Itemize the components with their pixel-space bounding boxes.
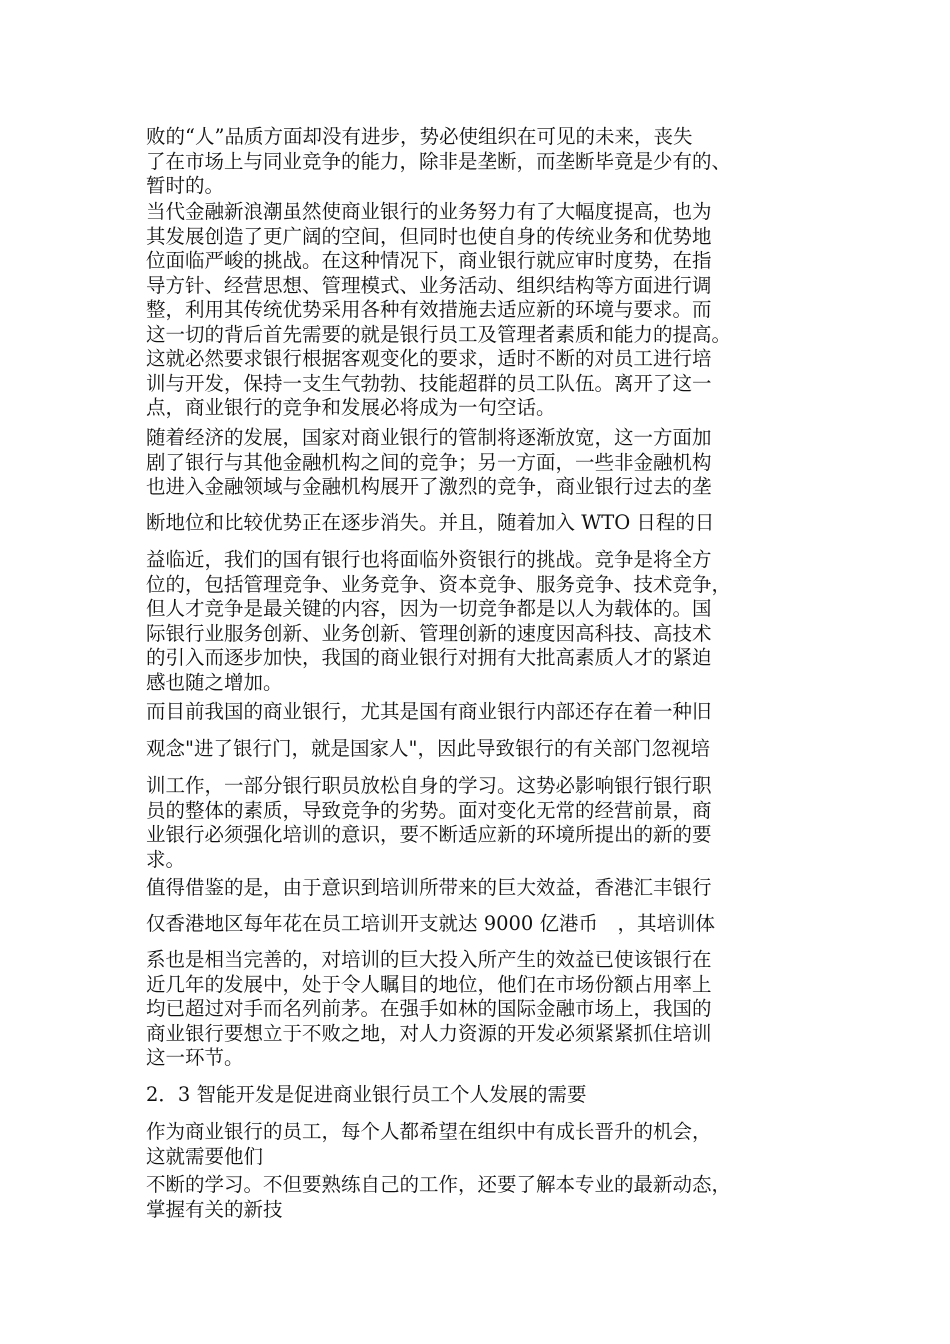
paragraph-4-continued: 训工作，一部分银行职员放松自身的学习。这势必影响银行银行职 员的整体的素质，导致竞争的劣势。面对变化无常的经营前景，商 业银行必须强化培训的意识，要不断适应新的环境所提出的新的要 求。	[146, 774, 712, 871]
paragraph-4-line-1: 而目前我国的商业银行，尤其是国有商业银行内部还存在着一种旧	[146, 700, 712, 723]
paragraph-2: 当代金融新浪潮虽然使商业银行的业务努力有了大幅度提高，也为 其发展创造了更广阔的空间，但同时也使自身的传统业务和优势地 位面临严峻的挑战。在这种情况下，商业银行就应审时度势，在指 导方针、经营思想、管理模式、业务活动、组织结构等方面进行调 整，利用其传统优势采用各种有效措施去适应新的环境与要求。而 这一切的背后首先需要的就是银行员工及管理者素质和能力的提高。 这就必然要求银行根据客观变化的要求，适时不断的对员工进行培 训与开发，保持一支生气勃勃、技能超群的员工队伍。离开了这一 点，商业银行的竞争和发展必将成为一句空话。	[146, 200, 732, 419]
paragraph-3-line-4: 断地位和比较优势正在逐步消失。并且，随着加入 WTO 日程的日	[146, 511, 715, 534]
section-heading: 2．3 智能开发是促进商业银行员工个人发展的需要	[146, 1083, 587, 1106]
paragraph-5-line-2: 仅香港地区每年花在员工培训开支就达 9000 亿港币 ，其培训体	[146, 912, 716, 935]
paragraph-3: 随着经济的发展，国家对商业银行的管制将逐渐放宽，这一方面加 剧了银行与其他金融机构之间的竞争；另一方面，一些非金融机构 也进入金融领域与金融机构展开了激烈的竞争，商业银行过去的垄	[146, 426, 712, 498]
paragraph-4-line-2: 观念"进了银行门，就是国家人"，因此导致银行的有关部门忽视培	[146, 737, 710, 760]
paragraph-5-line-1: 值得借鉴的是，由于意识到培训所带来的巨大效益，香港汇丰银行	[146, 876, 712, 899]
paragraph-5-continued: 系也是相当完善的，对培训的巨大投入所产生的效益已使该银行在 近几年的发展中，处于令人瞩目的地位，他们在市场份额占用率上 均已超过对手而名列前茅。在强手如林的国际金融市场上，我国的 商业银行要想立于不败之地，对人力资源的开发必须紧紧抓住培训 这一环节。	[146, 948, 712, 1069]
paragraph-6: 作为商业银行的员工，每个人都希望在组织中有成长晋升的机会， 这就需要他们	[146, 1120, 712, 1168]
paragraph-3-continued: 益临近，我们的国有银行也将面临外资银行的挑战。竞争是将全方 位的，包括管理竞争、业务竞争、资本竞争、服务竞争、技术竞争， 但人才竞争是最关键的内容，因为一切竞争都是以人为载体的。国 际银行业服务创新、业务创新、管理创新的速度因高科技、高技术 的引入而逐步加快，我国的商业银行对拥有大批高素质人才的紧迫 感也随之增加。	[146, 548, 732, 694]
paragraph-7: 不断的学习。不但要熟练自己的工作，还要了解本专业的最新动态， 掌握有关的新技	[146, 1173, 732, 1221]
paragraph-1: 败的“人”品质方面却没有进步，势必使组织在可见的未来，丧失 了在市场上与同业竞争的能力，除非是垄断，而垄断毕竟是少有的、 暂时的。	[146, 125, 732, 197]
